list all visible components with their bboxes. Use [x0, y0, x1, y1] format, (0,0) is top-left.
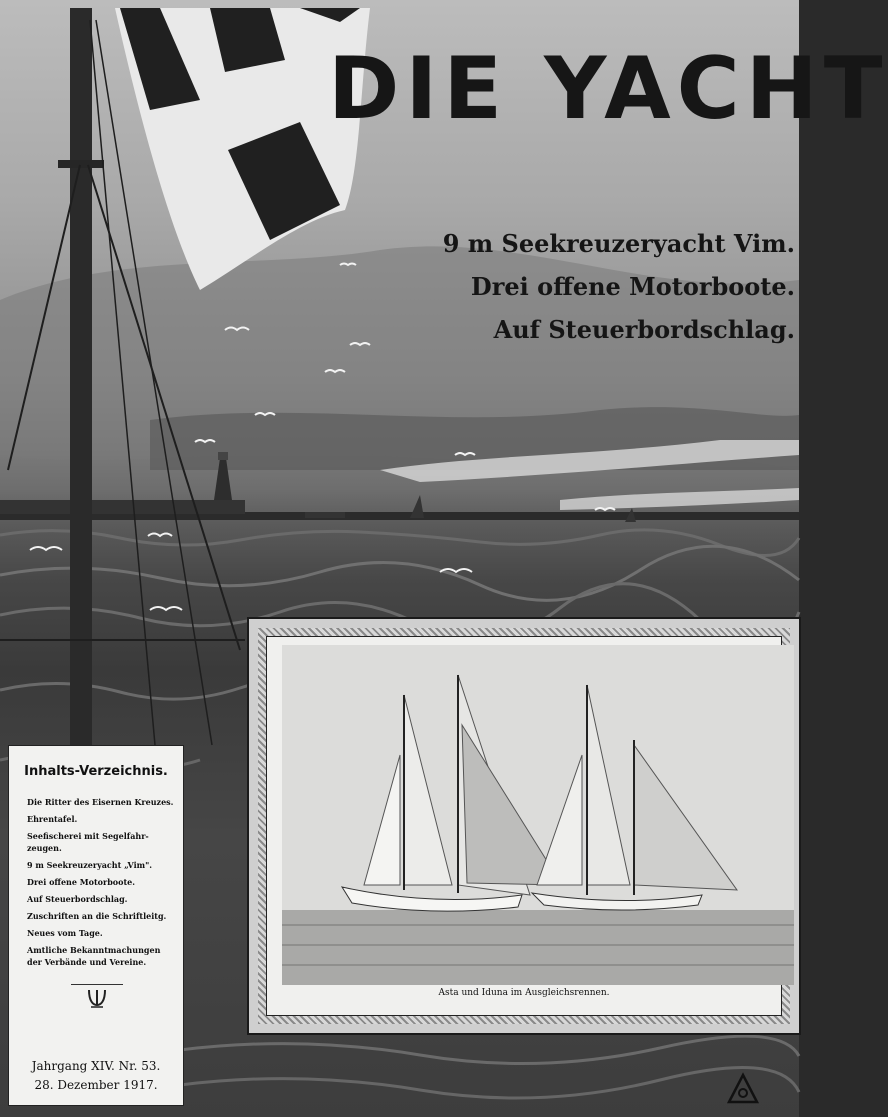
table-of-contents	[8, 745, 184, 1106]
toc-item: Neues vom Tage.	[27, 928, 103, 938]
toc-item: Zuschriften an die Schriftleitg.	[27, 911, 167, 921]
triangle-emblem-icon	[726, 1072, 760, 1106]
photo-caption: Asta und Iduna im Ausgleichsrennen.	[438, 988, 610, 998]
toc-item: Drei offene Motorboote.	[27, 877, 136, 887]
toc-item: Seefischerei mit Segelfahr- zeugen.	[27, 831, 149, 853]
headline: Auf Steuerbordschlag.	[493, 315, 795, 344]
toc-divider	[71, 984, 123, 985]
cover-headlines	[400, 222, 795, 351]
toc-item: Die Ritter des Eisernen Kreuzes.	[27, 797, 174, 807]
toc-item: 9 m Seekreuzeryacht „Vim".	[27, 860, 153, 870]
sailing-yachts-photo	[282, 645, 794, 985]
masthead-title: DIE YACHT	[328, 39, 888, 139]
toc-item: Ehrentafel.	[27, 814, 78, 824]
photo-frame	[249, 619, 799, 1033]
issue-number: Jahrgang XIV. Nr. 53.	[31, 1059, 161, 1073]
toc-item: Amtliche Bekanntmachungen der Verbände und Vereine.	[27, 945, 161, 967]
headline: Drei offene Motorboote.	[470, 272, 795, 301]
photo-panel	[266, 636, 782, 1016]
monogram-icon	[85, 987, 109, 1009]
headline: 9 m Seekreuzeryacht Vim.	[442, 229, 795, 258]
toc-list	[27, 796, 183, 973]
issue-date: 28. Dezember 1917.	[34, 1078, 158, 1092]
toc-title: Inhalts-Verzeichnis.	[24, 764, 168, 779]
toc-item: Auf Steuerbordschlag.	[27, 894, 128, 904]
